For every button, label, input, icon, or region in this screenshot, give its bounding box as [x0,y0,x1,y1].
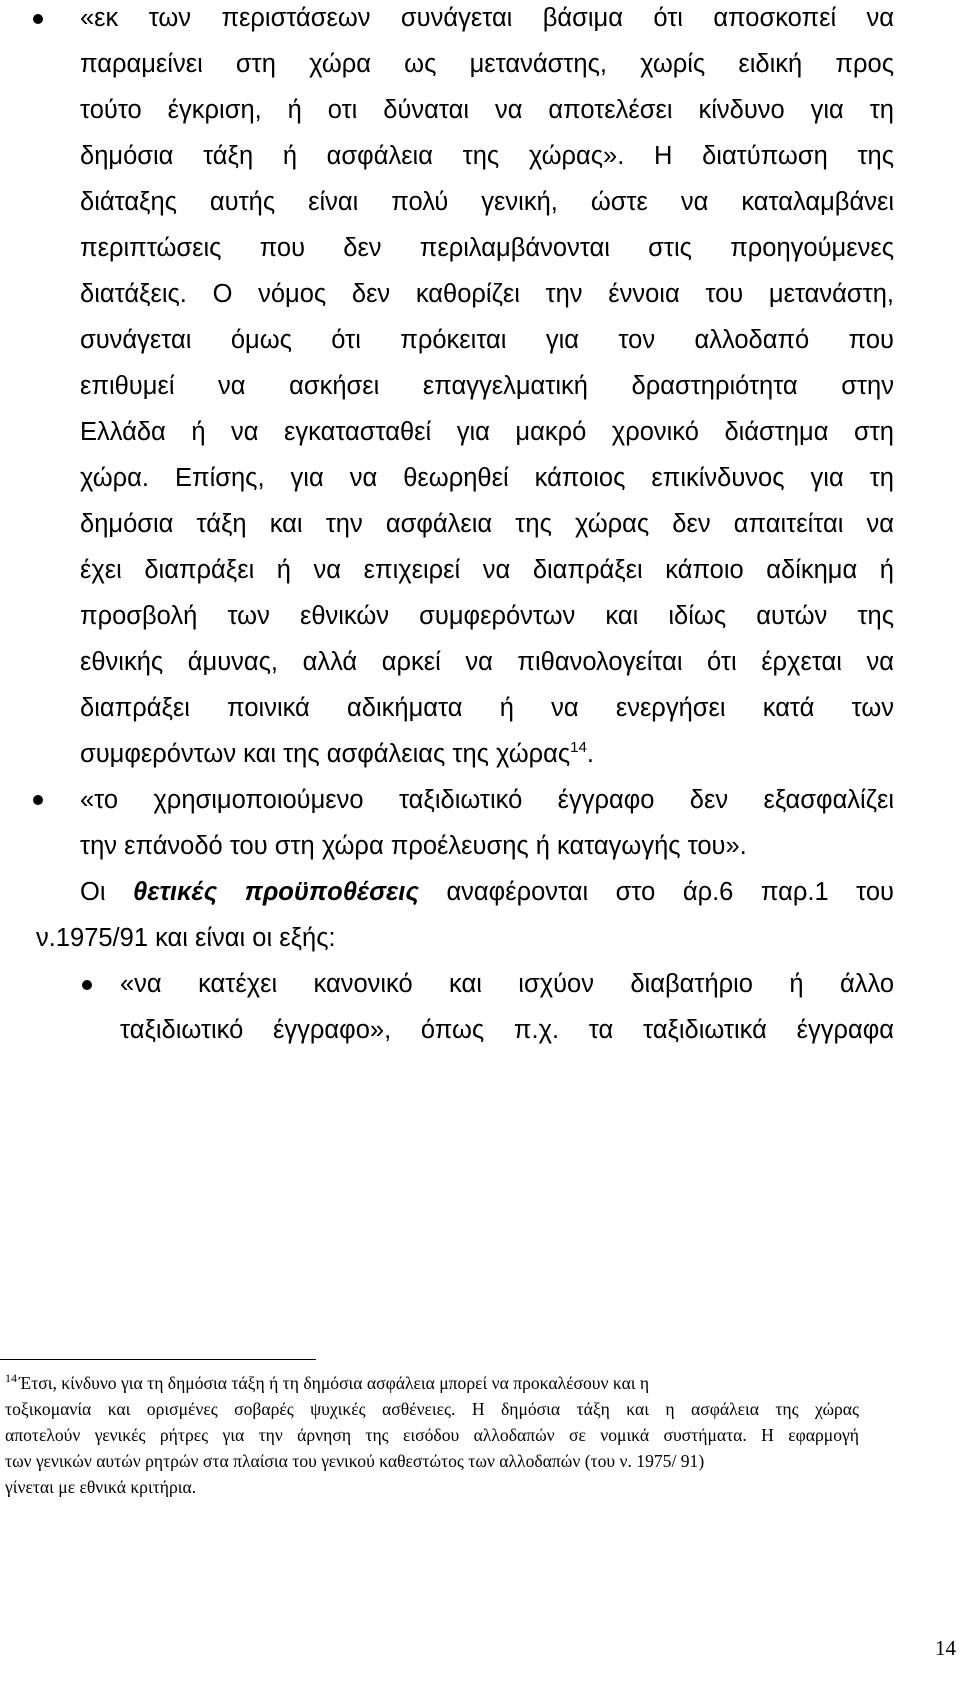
bullet1-line-10: Ελλάδα ή να εγκατασταθεί για μακρό χρονικό διάστημα στη [80,418,894,446]
page-number: 14 [935,1636,956,1660]
paragraph-emphasis: θετικές προϋποθέσεις [133,878,419,906]
bullet1-line-11: χώρα. Επίσης, για να θεωρηθεί κάποιος επικίνδυνος για τη [80,464,894,492]
bullet3-line-1: «να κατέχει κανονικό και ισχύον διαβατήριο ή άλλο [120,970,894,998]
bullet1-last-line-text: συμφερόντων και της ασφάλειας της χώρας [80,740,571,768]
bullet-marker [82,980,92,990]
footnote-line-3: αποτελούν γενικές ρήτρες για την άρνηση της εισόδου αλλοδαπών σε νομικά συστήματα. Η εφαρμογή [5,1425,859,1445]
bullet1-line-6: περιπτώσεις που δεν περιλαμβάνονται στις προηγούμενες [80,234,894,262]
bullet3-line-2: ταξιδιωτικό έγγραφο», όπως π.χ. τα ταξιδιωτικά έγγραφα [120,1016,894,1044]
paragraph-suffix: αναφέρονται στο άρ.6 παρ.1 του [418,878,894,906]
bullet1-line-5: διάταξης αυτής είναι πολύ γενική, ώστε να καταλαμβάνει [80,188,894,216]
footnote-reference[interactable]: 14 [570,739,587,756]
paragraph-prefix: Οι [80,878,134,906]
footnote-number: 14 [5,1371,17,1385]
paragraph-line-1 [80,877,894,907]
paragraph-line-2: ν.1975/91 και είναι οι εξής: [36,924,336,952]
bullet1-line-13: έχει διαπράξει ή να επιχειρεί να διαπράξει κάποιο αδίκημα ή [80,556,894,584]
bullet1-line-2: παραμείνει στη χώρα ως μετανάστης, χωρίς ειδική προς [80,50,894,78]
footnote-line-1 [5,1372,649,1396]
bullet1-line-12: δημόσια τάξη και την ασφάλεια της χώρας δεν απαιτείται να [80,510,894,538]
footnote-line-1-text: Έτσι, κίνδυνο για τη δημόσια τάξη ή τη δημόσια ασφάλεια μπορεί να προκαλέσουν και η [19,1373,650,1393]
footnote-line-4: των γενικών αυτών ρητρών στα πλαίσια του γενικού καθεστώτος των αλλοδαπών (του ν. 1975/ 91) [5,1451,705,1471]
bullet1-line-7: διατάξεις. Ο νόμος δεν καθορίζει την έννοια του μετανάστη, [80,280,894,308]
footnote-separator [0,1359,316,1360]
bullet1-last-line-end: . [586,740,594,768]
bullet2-line-1: «το χρησιμοποιούμενο ταξιδιωτικό έγγραφο δεν εξασφαλίζει [80,786,894,814]
bullet1-line-3: τούτο έγκριση, ή οτι δύναται να αποτελέσει κίνδυνο για τη [80,96,894,124]
footnote-line-2: τοξικομανία και ορισμένες σοβαρές ψυχικές ασθένειες. Η δημόσια τάξη και η ασφάλεια της χώρας [5,1399,859,1419]
bullet1-line-15: εθνικής άμυνας, αλλά αρκεί να πιθανολογείται ότι έρχεται να [80,648,894,676]
bullet-marker [33,795,43,805]
bullet1-line-8: συνάγεται όμως ότι πρόκειται για τον αλλοδαπό που [80,326,894,354]
bullet1-line-14: προσβολή των εθνικών συμφερόντων και ιδίως αυτών της [80,602,894,630]
bullet2-line-2: την επάνοδό του στη χώρα προέλευσης ή καταγωγής του». [80,832,747,860]
footnote-line-5: γίνεται με εθνικά κριτήρια. [5,1477,197,1497]
bullet1-line-4: δημόσια τάξη ή ασφάλεια της χώρας». Η διατύπωση της [80,142,894,170]
bullet-marker [33,14,43,24]
bullet1-line-1: «εκ των περιστάσεων συνάγεται βάσιμα ότι αποσκοπεί να [80,4,894,32]
bullet1-last-line [80,739,594,769]
bullet1-line-16: διαπράξει ποινικά αδικήματα ή να ενεργήσει κατά των [80,694,894,722]
bullet1-line-9: επιθυμεί να ασκήσει επαγγελματική δραστηριότητα στην [80,372,894,400]
